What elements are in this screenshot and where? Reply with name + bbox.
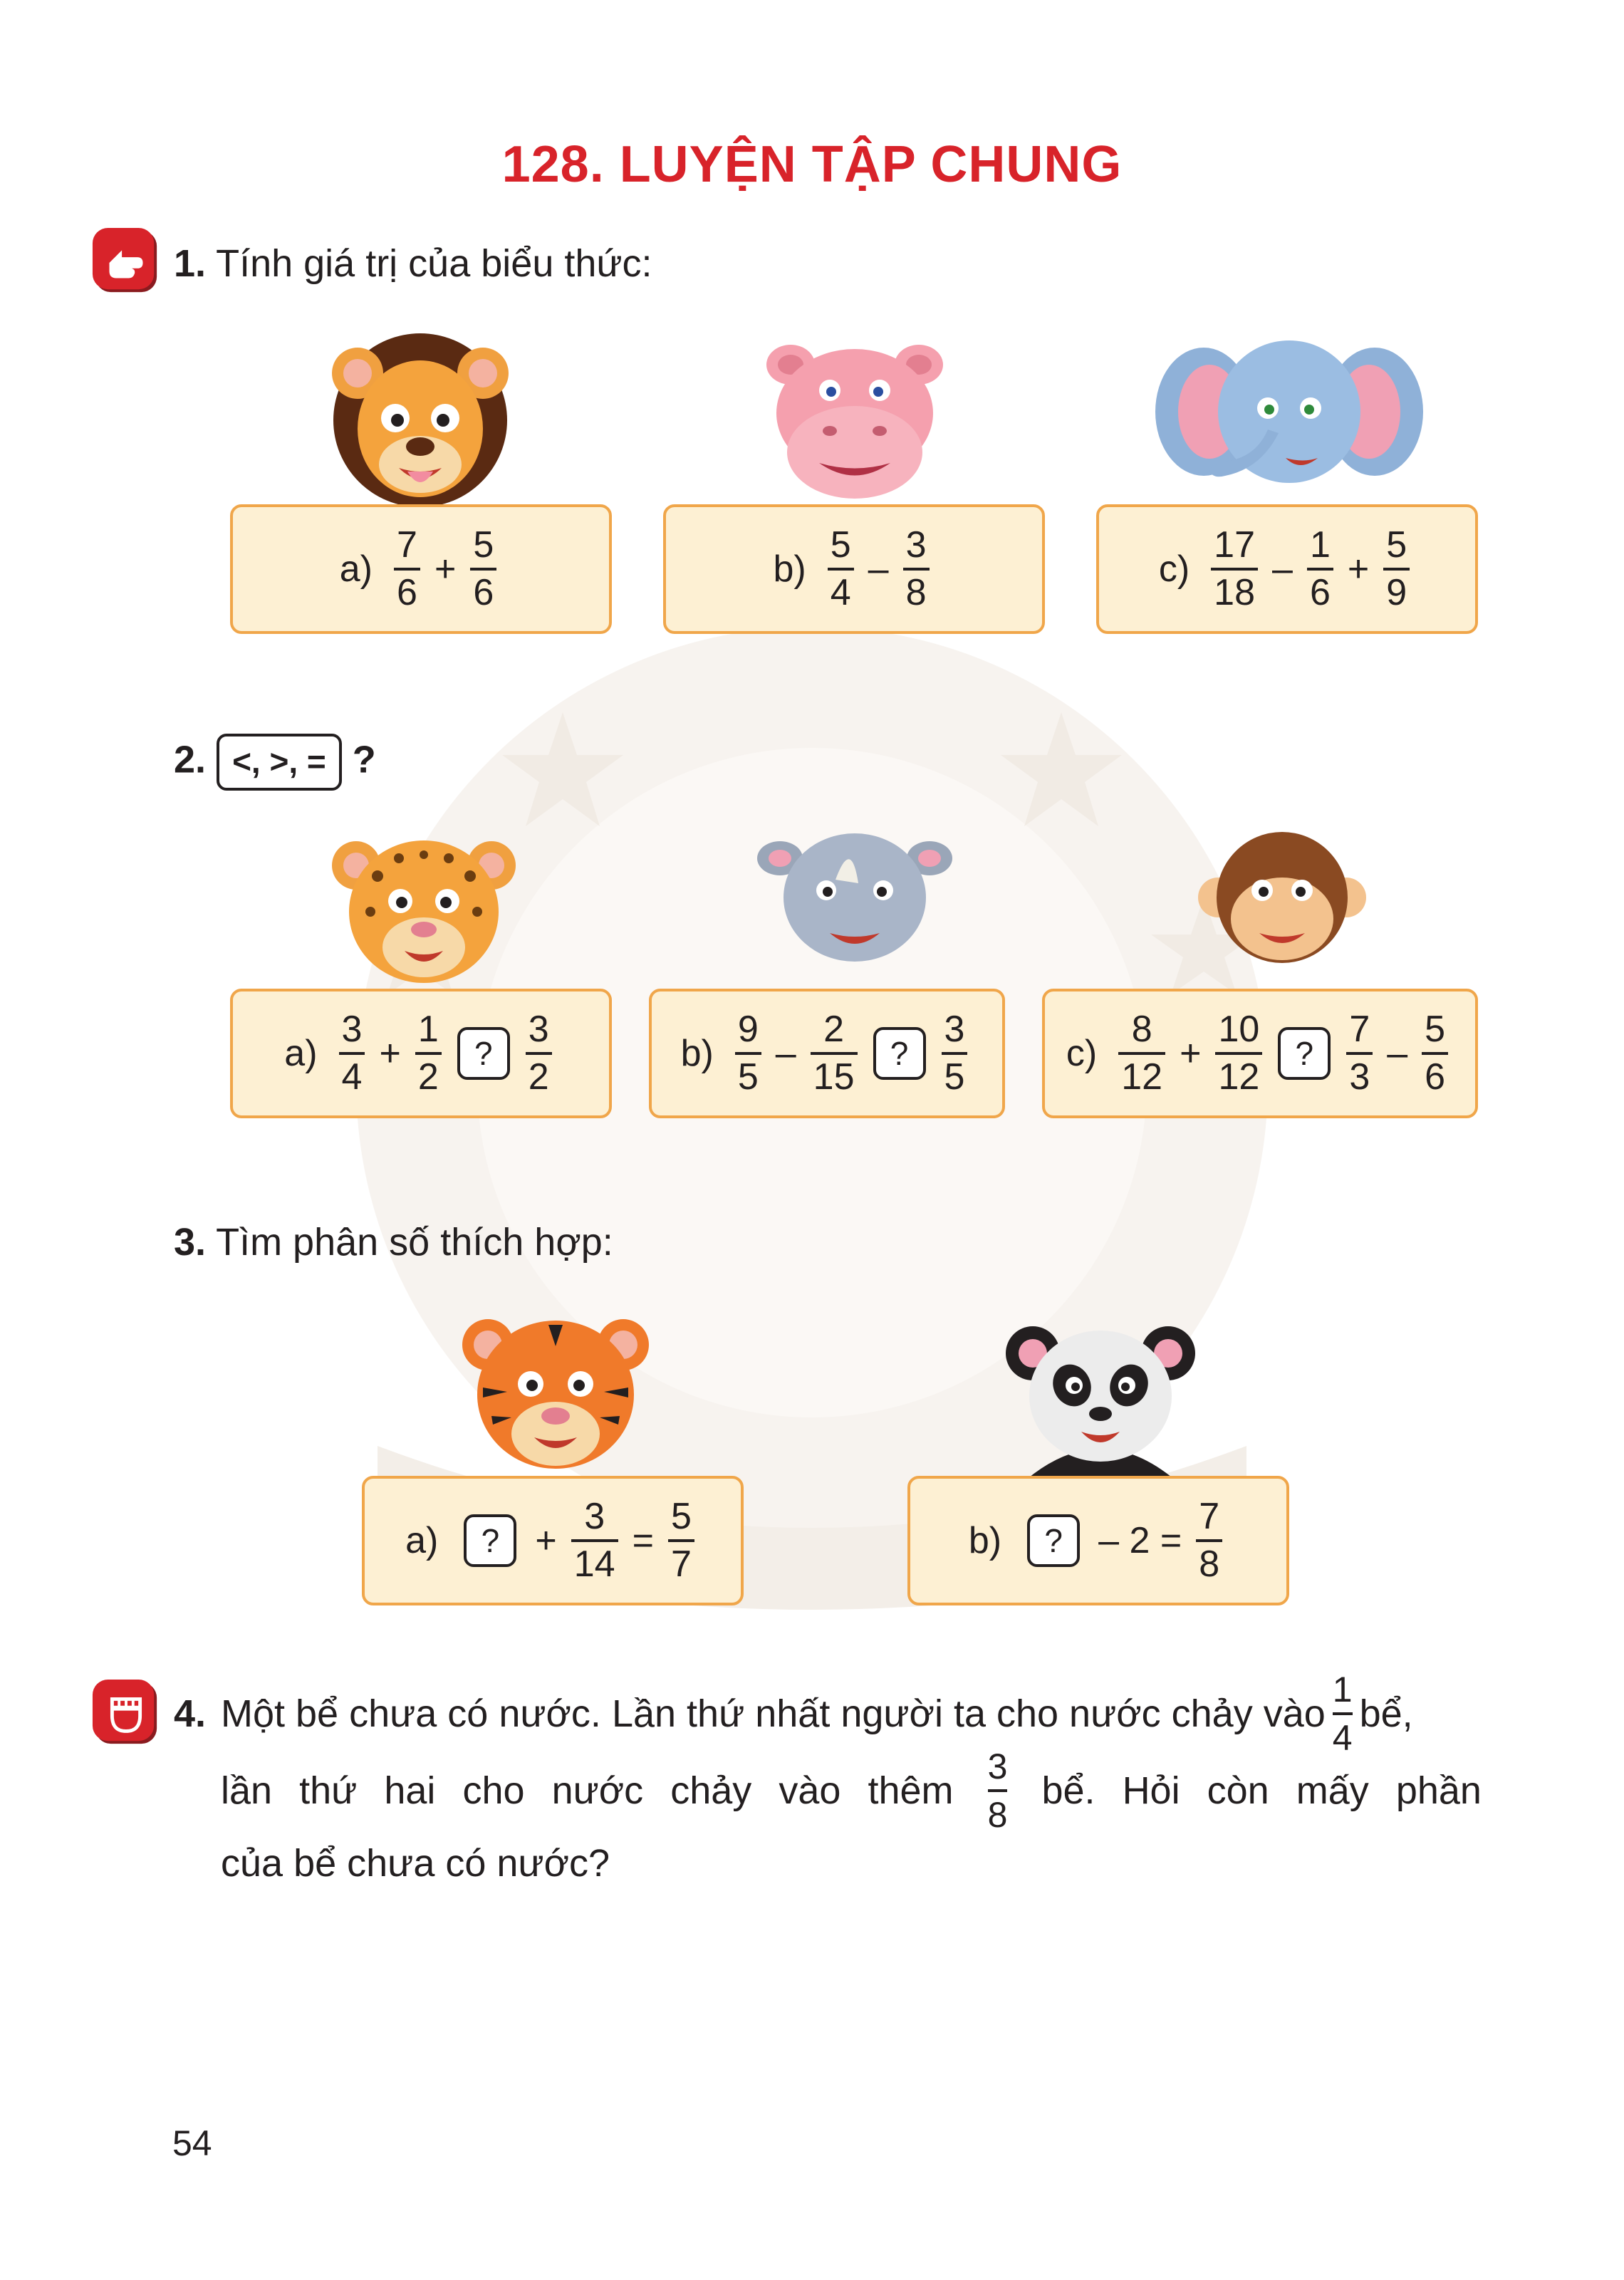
fraction-numerator: 2 [823, 1009, 845, 1051]
operator: + [1180, 1033, 1202, 1074]
fraction-bar [1346, 1052, 1373, 1055]
fraction-denominator: 6 [1425, 1056, 1446, 1098]
fraction-denominator: 4 [1332, 1718, 1353, 1758]
rhino-illustration [751, 826, 958, 990]
operator: – 2 = [1098, 1520, 1182, 1561]
operator: – [1272, 548, 1293, 590]
fraction [735, 1010, 761, 1096]
question-3-text: Tìm phân số thích hợp: [216, 1221, 613, 1264]
fraction-denominator: 6 [473, 572, 494, 613]
fraction-bar [1118, 1052, 1165, 1055]
q2-expression-a [284, 1010, 557, 1096]
q2-expression-b [681, 1010, 974, 1096]
fraction-denominator: 3 [1349, 1056, 1370, 1098]
q2-expression-c [1066, 1010, 1454, 1096]
fraction-bar [988, 1789, 1008, 1792]
fraction-numerator: 10 [1218, 1009, 1260, 1051]
fraction-bar [571, 1539, 618, 1542]
fraction-bar [1333, 1712, 1353, 1715]
fraction [1383, 526, 1410, 612]
fraction [1307, 526, 1333, 612]
question-4-line-2 [221, 1747, 1482, 1835]
item-label: a) [284, 1033, 318, 1074]
page-title: 128. LUYỆN TẬP CHUNG [501, 136, 1123, 193]
q3-expression-b [969, 1497, 1228, 1583]
fraction-numerator: 1 [1332, 1670, 1353, 1709]
fraction [394, 526, 420, 612]
fraction-denominator: 12 [1218, 1056, 1260, 1098]
fraction-bar [1211, 568, 1258, 571]
fraction-numerator: 3 [528, 1009, 549, 1051]
operator: = [632, 1520, 654, 1561]
item-label: c) [1066, 1033, 1098, 1074]
fraction [1346, 1010, 1373, 1096]
fraction [1422, 1010, 1448, 1096]
tiger-illustration [449, 1309, 662, 1480]
elephant-illustration [1154, 333, 1425, 504]
q1-expression-box-a [230, 504, 612, 634]
fraction-numerator: 3 [341, 1009, 363, 1051]
fraction-numerator: 1 [417, 1009, 439, 1051]
word: thêm [868, 1769, 954, 1812]
fraction-denominator: 4 [341, 1056, 363, 1098]
item-label: b) [968, 1520, 1002, 1561]
fraction [1118, 1010, 1165, 1096]
operator: + [379, 1033, 401, 1074]
question-4-line-3 [221, 1835, 1482, 1892]
q2-expression-box-c [1042, 989, 1478, 1118]
fraction [571, 1497, 618, 1583]
fraction-bar [942, 1052, 968, 1055]
question-2-number: 2. [174, 738, 207, 781]
word: vào [779, 1769, 841, 1812]
fraction [1215, 1010, 1262, 1096]
panda-illustration [997, 1318, 1204, 1480]
word: phần [1395, 1769, 1482, 1812]
fraction-numerator: 1 [1309, 524, 1331, 566]
fraction-denominator: 2 [417, 1056, 439, 1098]
fraction-bar [811, 1052, 858, 1055]
question-4-line-1-text: Một bể chưa có nước. Lần thứ nhất người ta cho nước chảy vào [221, 1692, 1326, 1735]
fraction-bar [668, 1539, 694, 1542]
q2-expression-box-a [230, 989, 612, 1118]
answer-box[interactable]: ? [464, 1514, 516, 1567]
question-2-suffix: ? [352, 738, 376, 781]
answer-box[interactable]: ? [1027, 1514, 1080, 1567]
operator: – [1387, 1033, 1408, 1074]
fraction-bar [470, 568, 496, 571]
fraction-numerator: 3 [905, 524, 927, 566]
question-4-line-3-text: của bể chưa có nước? [221, 1842, 610, 1885]
question-1-heading [174, 241, 652, 287]
hippo-illustration [741, 335, 969, 506]
practice-hand-icon [91, 227, 161, 296]
operator: + [1347, 548, 1370, 590]
fraction-denominator: 5 [944, 1056, 965, 1098]
item-label: c) [1158, 548, 1190, 590]
fraction-numerator: 5 [473, 524, 494, 566]
q2-expression-box-b [649, 989, 1005, 1118]
operator: – [775, 1033, 796, 1074]
q3-expression-a [405, 1497, 700, 1583]
word: thứ [299, 1769, 358, 1812]
q1-expression-c [1159, 526, 1415, 612]
fraction-numerator: 9 [737, 1009, 759, 1051]
question-4-line-1-end: bể, [1359, 1692, 1413, 1735]
fraction-numerator: 5 [830, 524, 851, 566]
fraction-denominator: 8 [987, 1795, 1008, 1835]
page-number: 54 [172, 2123, 212, 2163]
word: nước [551, 1769, 644, 1812]
question-3-heading [174, 1219, 613, 1266]
fraction-numerator: 7 [397, 524, 417, 566]
operator: + [535, 1520, 557, 1561]
fraction [668, 1497, 694, 1583]
fraction-numerator: 3 [584, 1496, 605, 1538]
fraction-denominator: 8 [1199, 1544, 1220, 1585]
answer-box[interactable]: ? [1278, 1027, 1331, 1080]
question-4-line-1 [174, 1670, 1482, 1758]
fraction-denominator: 15 [813, 1056, 855, 1098]
lion-illustration [313, 329, 527, 507]
fraction-numerator: 5 [1425, 1009, 1446, 1051]
fraction [470, 526, 496, 612]
fraction-numerator: 5 [1386, 524, 1407, 566]
fraction-one-quarter [1333, 1669, 1353, 1759]
word: Hỏi [1122, 1769, 1180, 1812]
fraction [1211, 526, 1258, 612]
word: bể. [1041, 1769, 1095, 1812]
question-4-block [174, 1670, 1482, 1905]
fraction-numerator: 17 [1214, 524, 1256, 566]
fraction-denominator: 6 [1309, 572, 1331, 613]
question-3-number: 3. [174, 1221, 207, 1264]
leopard-illustration [321, 833, 527, 990]
word: hai [384, 1769, 436, 1812]
fraction [811, 1010, 858, 1096]
apply-fist-icon [91, 1678, 161, 1748]
question-4-number: 4. [174, 1692, 207, 1735]
operator: – [868, 548, 889, 590]
q1-expression-b [773, 526, 935, 612]
word: còn [1207, 1769, 1269, 1812]
operator: + [434, 548, 457, 590]
fraction [339, 1010, 365, 1096]
fraction-numerator: 8 [1131, 1009, 1152, 1051]
answer-box[interactable]: ? [873, 1027, 926, 1080]
word: mấy [1296, 1769, 1369, 1812]
word: chảy [670, 1769, 752, 1812]
fraction [903, 526, 930, 612]
item-label: b) [773, 548, 806, 590]
fraction-bar [735, 1052, 761, 1055]
question-2-heading [174, 734, 376, 791]
fraction-bar [415, 1052, 442, 1055]
question-1-text: Tính giá trị của biểu thức: [216, 242, 652, 285]
fraction-denominator: 5 [737, 1056, 759, 1098]
fraction [526, 1010, 552, 1096]
fraction-numerator: 3 [987, 1747, 1008, 1786]
fraction-denominator: 8 [905, 572, 927, 613]
item-label: a) [339, 548, 373, 590]
fraction-bar [1422, 1052, 1448, 1055]
fraction-denominator: 14 [573, 1544, 615, 1585]
fraction-bar [903, 568, 930, 571]
answer-box[interactable]: ? [457, 1027, 510, 1080]
fraction-bar [394, 568, 420, 571]
fraction-bar [1196, 1539, 1222, 1542]
q1-expression-box-c [1096, 504, 1478, 634]
fraction-numerator: 3 [944, 1009, 965, 1051]
item-label: a) [405, 1520, 439, 1561]
fraction [1196, 1497, 1222, 1583]
q1-expression-box-b [663, 504, 1045, 634]
fraction-numerator: 7 [1349, 1009, 1370, 1051]
fraction-denominator: 12 [1121, 1056, 1163, 1098]
fraction-denominator: 6 [397, 572, 417, 613]
fraction-bar [526, 1052, 552, 1055]
q3-expression-box-a [362, 1476, 744, 1605]
fraction-numerator: 7 [1199, 1496, 1220, 1538]
question-1-number: 1. [174, 242, 207, 285]
monkey-illustration [1197, 826, 1368, 990]
item-label: b) [680, 1033, 714, 1074]
fraction-bar [828, 568, 854, 571]
fraction-three-eighths [988, 1746, 1008, 1836]
fraction [415, 1010, 442, 1096]
fraction-denominator: 4 [830, 572, 851, 613]
fraction-denominator: 2 [528, 1056, 549, 1098]
fraction-bar [339, 1052, 365, 1055]
fraction-bar [1307, 568, 1333, 571]
fraction [828, 526, 854, 612]
fraction [942, 1010, 968, 1096]
fraction-denominator: 9 [1386, 572, 1407, 613]
q1-expression-a [340, 526, 502, 612]
fraction-numerator: 5 [670, 1496, 692, 1538]
fraction-bar [1215, 1052, 1262, 1055]
comparison-signs-tag: <, >, = [217, 734, 342, 791]
q3-expression-box-b [907, 1476, 1289, 1605]
word: lần [221, 1769, 273, 1812]
fraction-denominator: 7 [670, 1544, 692, 1585]
word: cho [462, 1769, 525, 1812]
fraction-bar [1383, 568, 1410, 571]
fraction-denominator: 18 [1214, 572, 1256, 613]
